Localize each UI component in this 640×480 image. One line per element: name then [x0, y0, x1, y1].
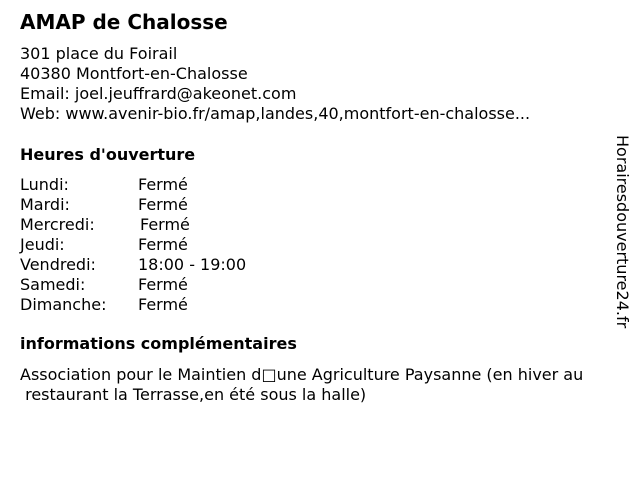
day-label: Mercredi:: [20, 215, 95, 234]
additional-info-line-2: restaurant la Terrasse,en été sous la halle): [20, 385, 367, 404]
contact-block: [20, 44, 530, 124]
address-street: 301 place du Foirail: [20, 44, 178, 63]
day-hours: Fermé: [138, 275, 188, 294]
day-label: Jeudi:: [20, 235, 65, 254]
opening-hours-heading: Heures d'ouverture: [20, 145, 196, 164]
day-hours: Fermé: [138, 235, 188, 254]
day-hours: Fermé: [140, 215, 190, 234]
day-hours: Fermé: [138, 295, 188, 314]
address-city: 40380 Montfort-en-Chalosse: [20, 64, 248, 83]
day-label: Dimanche:: [20, 295, 107, 314]
day-label: Vendredi:: [20, 255, 96, 274]
additional-info-line-1: Association pour le Maintien d□une Agriculture Paysanne (en hiver au: [20, 365, 584, 384]
additional-info-heading: informations complémentaires: [20, 334, 297, 353]
additional-info-text: [20, 365, 632, 405]
day-label: Lundi:: [20, 175, 69, 194]
day-label: Mardi:: [20, 195, 70, 214]
day-label: Samedi:: [20, 275, 86, 294]
day-hours: 18:00 - 19:00: [138, 255, 247, 274]
email-line: Email: joel.jeuffrard@akeonet.com: [20, 84, 297, 103]
day-hours: Fermé: [138, 195, 188, 214]
day-hours: Fermé: [138, 175, 188, 194]
web-line: Web: www.avenir-bio.fr/amap,landes,40,montfort-en-chalosse...: [20, 104, 531, 123]
business-name: AMAP de Chalosse: [20, 10, 228, 34]
site-watermark: Horairesdouverture24.fr: [613, 135, 632, 329]
